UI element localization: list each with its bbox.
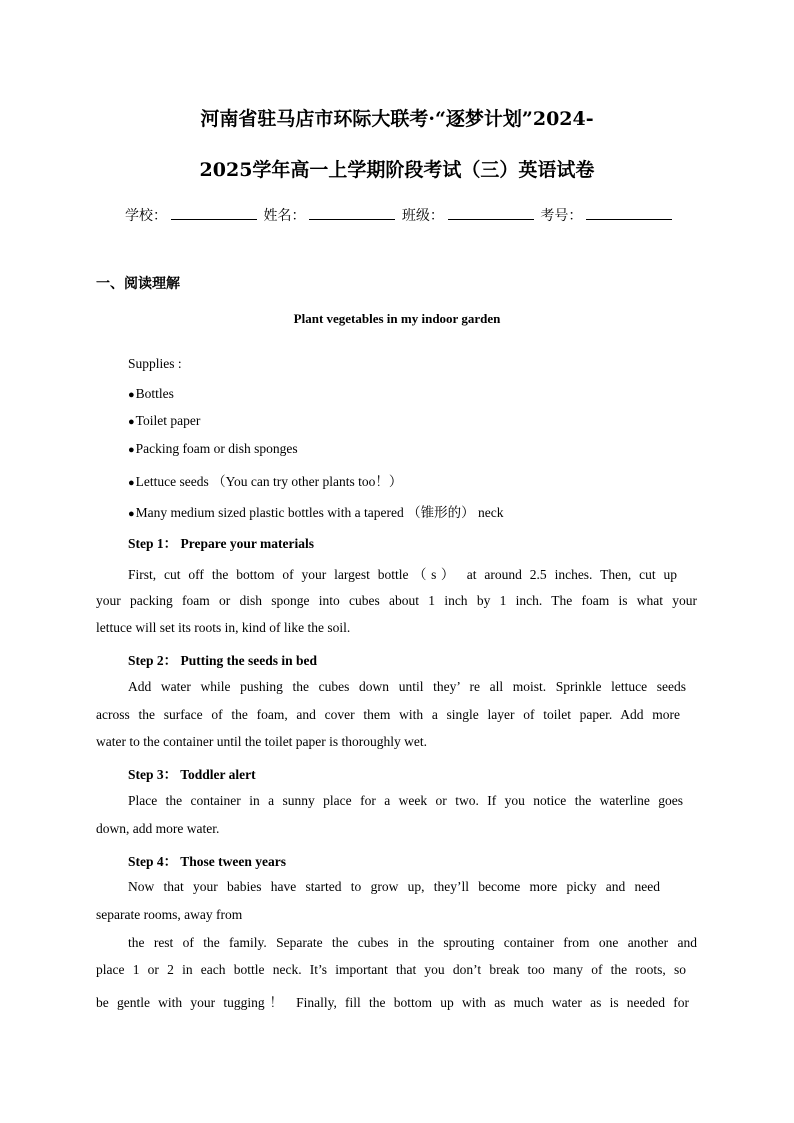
- exam-title-line-2: 2025学年高一上学期阶段考试（三）英语试卷: [199, 159, 595, 181]
- step-3-text: down, add more water.: [96, 821, 220, 836]
- supply-text: Bottles: [135, 386, 174, 401]
- step-2-text: Add water while pushing the cubes down until they’ re all moist. Sprinkle lettuce seeds: [128, 679, 686, 694]
- student-info-row: [125, 205, 674, 225]
- supply-item: [128, 501, 503, 521]
- step-2-text: water to the container until the toilet paper is thoroughly wet.: [96, 734, 428, 749]
- supply-text: Toilet paper: [135, 413, 201, 428]
- step-1-text: First, cut off the bottom of your largest bottle（s） at around 2.5 inches. Then, cut up: [128, 567, 677, 582]
- supplies-label: Supplies :: [128, 356, 182, 371]
- exam-number-field[interactable]: [586, 207, 672, 220]
- step-3-heading: Step 3： Toddler alert: [128, 767, 256, 782]
- class-field[interactable]: [448, 207, 534, 220]
- step-4-text: separate rooms, away from: [96, 907, 243, 922]
- supply-text: Lettuce seeds （You can try other plants too！）: [135, 474, 403, 489]
- step-4-heading: Step 4： Those tween years: [128, 854, 286, 869]
- step-1-text: lettuce will set its roots in, kind of like the soil.: [96, 620, 351, 635]
- supply-item: [128, 441, 298, 457]
- school-label: 学校：: [125, 208, 167, 224]
- supply-text: Packing foam or dish sponges: [135, 441, 298, 456]
- supply-item: [128, 386, 174, 402]
- step-1-text: your packing foam or dish sponge into cubes about 1 inch by 1 inch. The foam is what your: [96, 593, 697, 608]
- passage-title: Plant vegetables in my indoor garden: [293, 311, 501, 326]
- exam-number-label: 考号：: [540, 208, 583, 224]
- supply-item: [128, 413, 200, 429]
- supply-text: Many medium sized plastic bottles with a tapered （锥形的） neck: [135, 505, 504, 520]
- name-label: 姓名：: [263, 208, 306, 224]
- supply-item: [128, 470, 402, 490]
- school-field[interactable]: [171, 207, 257, 220]
- step-4-text: the rest of the family. Separate the cubes in the sprouting container from one another and: [128, 935, 697, 950]
- step-3-text: Place the container in a sunny place for a week or two. If you notice the waterline goes: [128, 793, 683, 808]
- step-4-text: place 1 or 2 in each bottle neck. It’s important that you don’t break too many of the roots, so: [96, 962, 686, 977]
- step-4-text: be gentle with your tugging！ Finally, fill the bottom up with as much water as is needed for: [96, 995, 689, 1010]
- class-label: 班级：: [401, 208, 444, 224]
- step-1-heading: Step 1： Prepare your materials: [128, 536, 314, 551]
- exam-title-line-1: 河南省驻马店市环际大联考·“逐梦计划”2024-: [200, 108, 594, 130]
- step-4-text: Now that your babies have started to grow up, they’ll become more picky and need: [128, 879, 660, 894]
- step-2-text: across the surface of the foam, and cover them with a single layer of toilet paper. Add more: [96, 707, 680, 722]
- name-field[interactable]: [309, 207, 395, 220]
- section-heading: 一、阅读理解: [96, 276, 180, 292]
- step-2-heading: Step 2： Putting the seeds in bed: [128, 653, 318, 668]
